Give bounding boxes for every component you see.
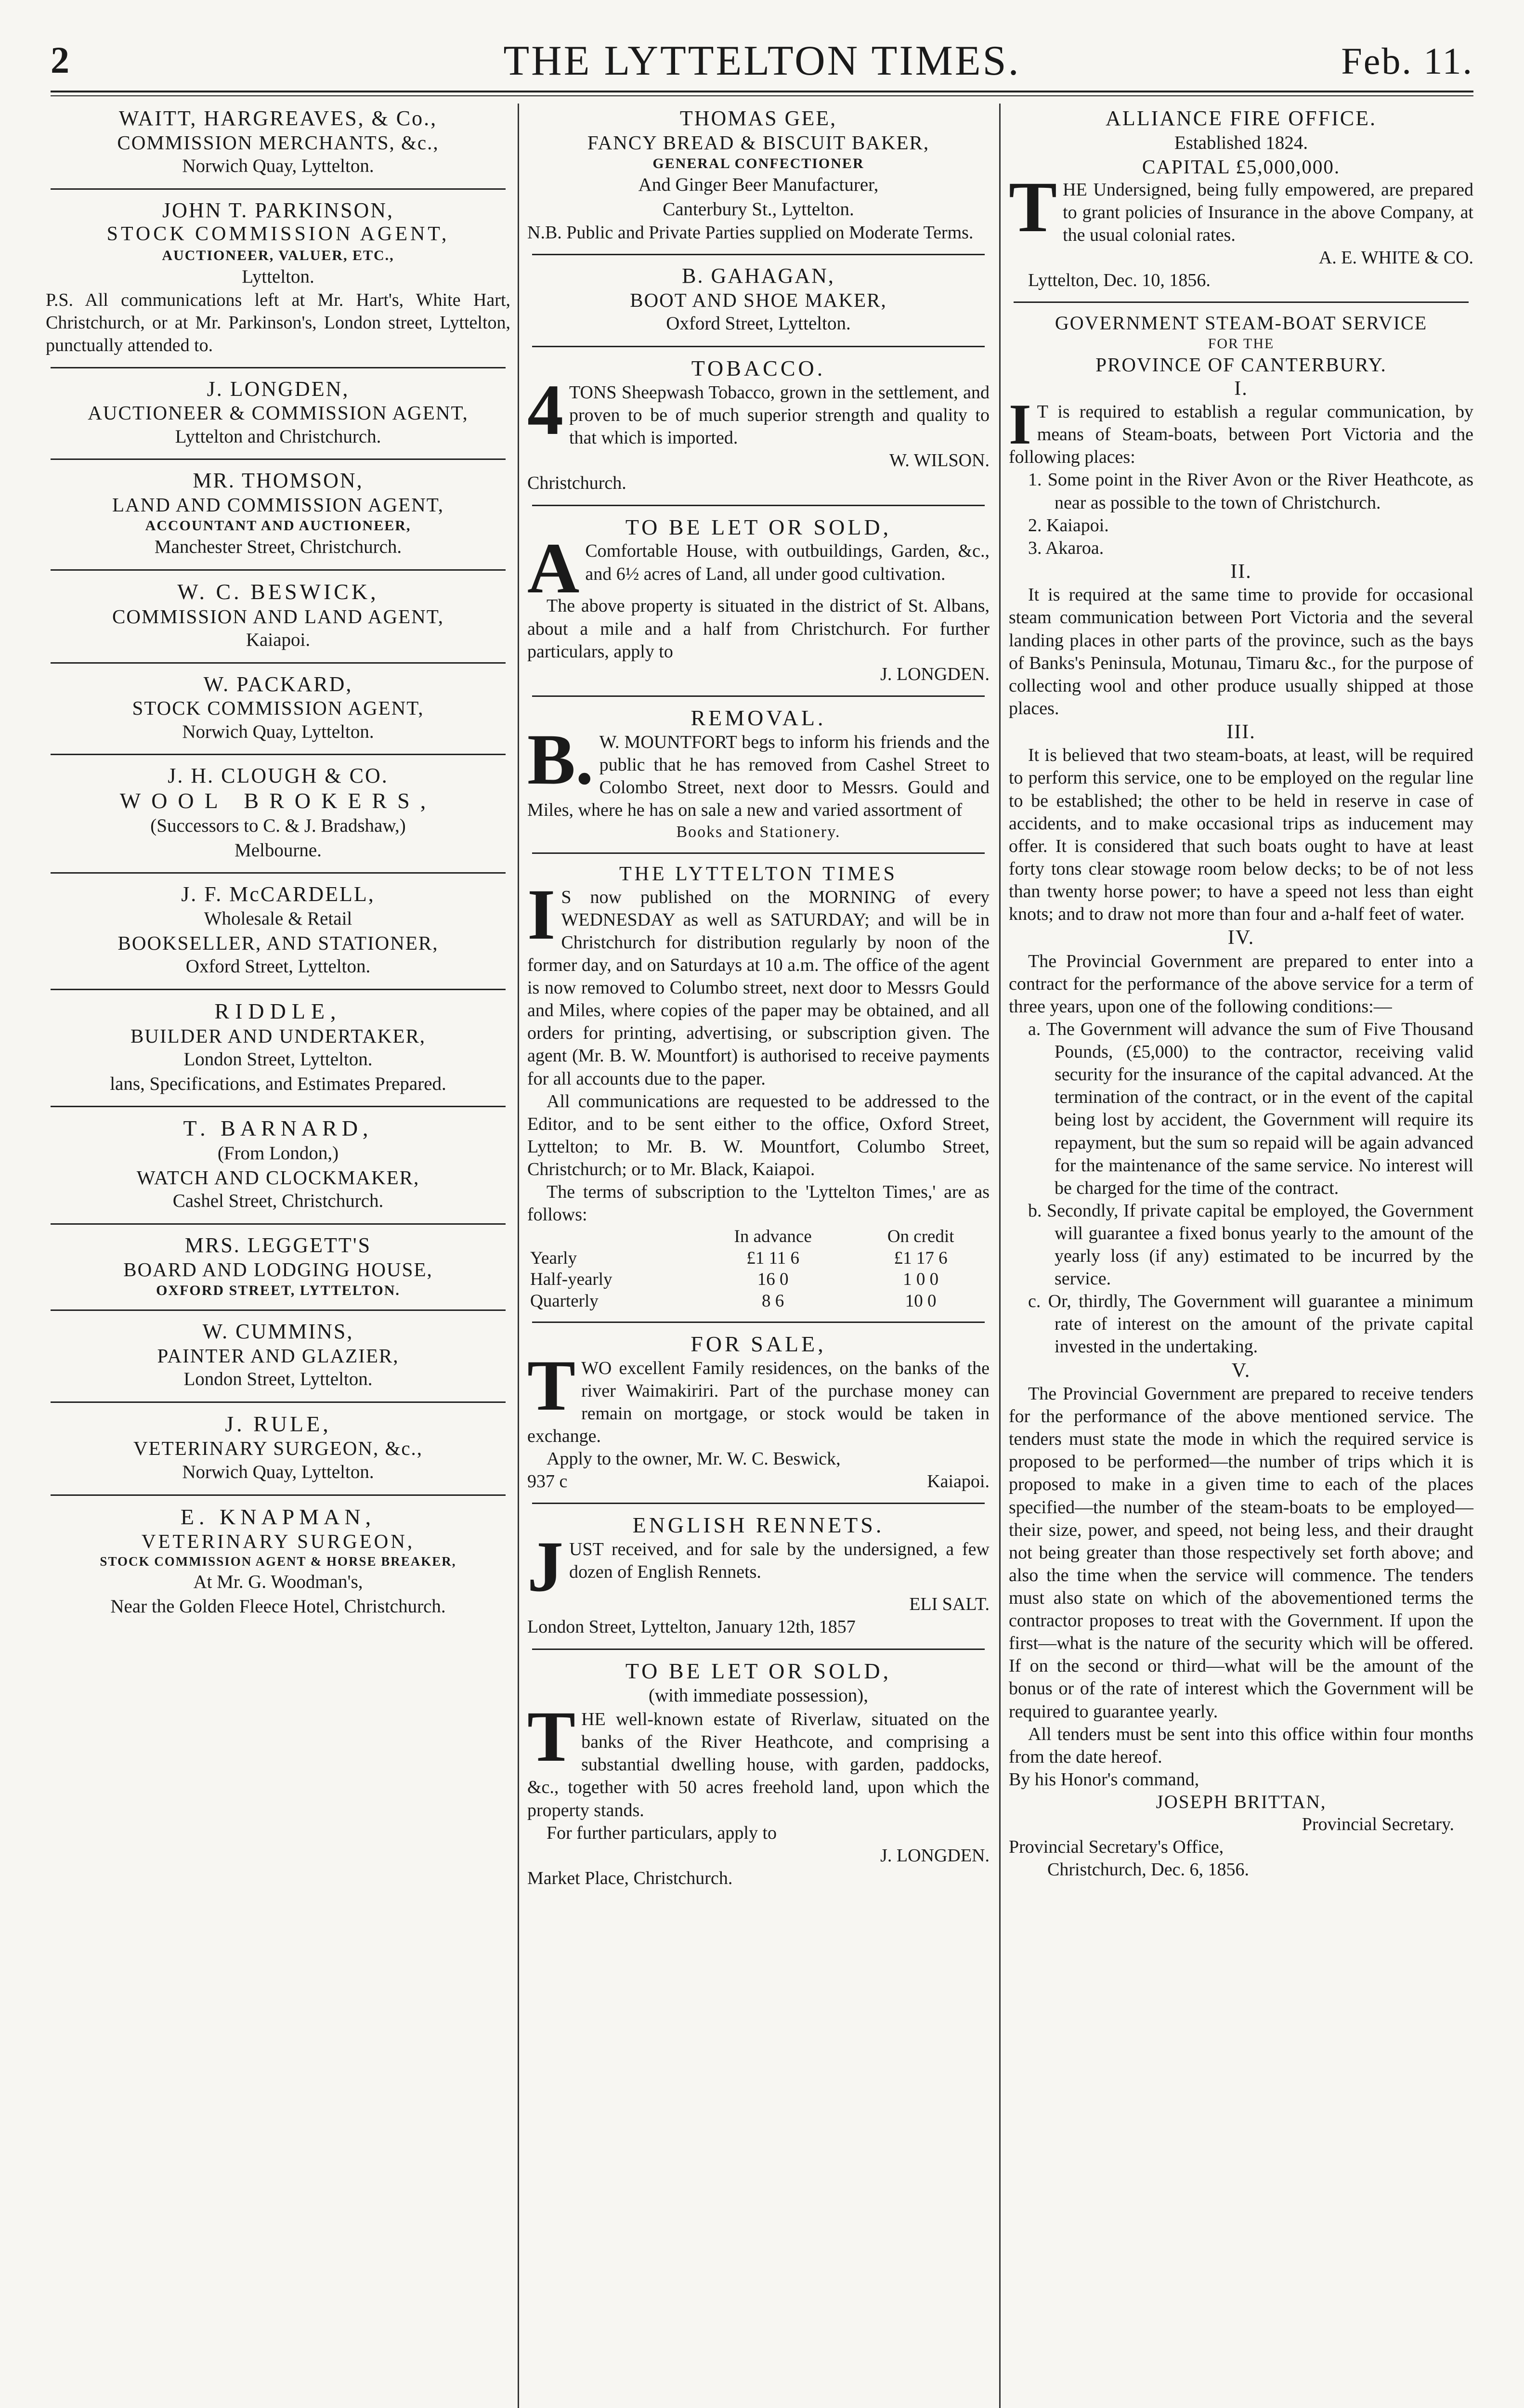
ad-line: And Ginger Beer Manufacturer, xyxy=(638,174,879,195)
ad-heading: ALLIANCE FIRE OFFICE. xyxy=(1106,106,1377,130)
ad-heading: RIDDLE, xyxy=(214,998,342,1023)
column-3 xyxy=(1009,104,1473,2408)
list-item: 1. Some point in the River Avon or the River Heathcote, as near as possible to the town of Christchurch. xyxy=(1028,470,1473,513)
ad-subheading: COMMISSION AND LAND AGENT, xyxy=(112,605,444,628)
section-number: II. xyxy=(1230,560,1252,583)
ad-command: By his Honor's command, xyxy=(1009,1769,1199,1790)
ad-heading: TO BE LET OR SOLD, xyxy=(625,514,892,539)
column-divider xyxy=(999,104,1001,2408)
ad-waitt-hargreaves xyxy=(46,104,510,183)
ad-rule xyxy=(51,1309,506,1311)
list-item: 3. Akaroa. xyxy=(1028,537,1104,558)
ad-heading: W. C. BESWICK, xyxy=(177,579,379,604)
ad-office: Provincial Secretary's Office, xyxy=(1009,1837,1224,1858)
ad-subheading: WOOL BROKERS, xyxy=(119,788,437,813)
conditions-list xyxy=(1009,1018,1473,1359)
ad-smallcaps: GENERAL CONFECTIONER xyxy=(652,155,864,171)
column-1 xyxy=(46,104,510,2408)
ad-heading: J. F. McCARDELL, xyxy=(181,882,375,906)
drop-cap: 4 xyxy=(527,370,563,450)
ad-body: TONS Sheepwash Tobacco, grown in the settlement, and proven to be of much superior strength and quality to that which is imported. xyxy=(569,382,990,448)
ad-parkinson xyxy=(46,196,510,361)
ad-rule xyxy=(51,872,506,874)
ad-body: S now published on the MORNING of every WEDNESDAY as well as SATURDAY; and will be in Christchurch for distribution regularly by noon of the former day, and on Saturdays at 10 a.m. The office of the agent is now removed to Columbo street, next door to Messrs Gould and Miles, where copies of the paper may be obtained, and all orders for printing, advertising, or subscription given. The agent (Mr. B. W. Mountfort) is authorised to receive payments for all accounts due to the paper. xyxy=(527,887,990,1089)
ad-longden xyxy=(46,374,510,453)
drop-cap: I xyxy=(1009,392,1031,457)
drop-cap: A xyxy=(527,528,580,609)
ad-place: Christchurch, Dec. 6, 1856. xyxy=(1047,1859,1249,1880)
ad-steamboat-service xyxy=(1009,309,1473,1885)
ad-signature: A. E. WHITE & CO. xyxy=(1318,247,1473,268)
ad-line: lans, Specifications, and Estimates Prepared. xyxy=(110,1073,446,1094)
ad-heading: THOMAS GEE, xyxy=(679,106,837,130)
ad-smallcaps: ACCOUNTANT AND AUCTIONEER, xyxy=(145,518,411,534)
ad-subheading: (From London,) xyxy=(217,1143,339,1164)
masthead xyxy=(51,35,1473,88)
ad-subheading: BUILDER AND UNDERTAKER, xyxy=(130,1024,426,1047)
ad-place: London Street, Lyttelton, January 12th, 1857 xyxy=(527,1617,856,1637)
ad-rule xyxy=(51,367,506,368)
ad-subheading: FANCY BREAD & BISCUIT BAKER, xyxy=(587,131,930,154)
section-number: I. xyxy=(1234,377,1248,400)
section-body: The Provincial Government are prepared to enter into a contract for the performance of the above service for a term of three years, upon one of the following conditions:— xyxy=(1009,951,1473,1017)
table-cell: Yearly xyxy=(530,1248,577,1268)
ad-thomson xyxy=(46,466,510,563)
ad-heading: W. PACKARD, xyxy=(203,672,353,696)
ad-body: HE Undersigned, being fully empowered, are prepared to grant policies of Insurance in the above Company, at the usual colonial rates. xyxy=(1063,179,1473,245)
ad-body: WO excellent Family residences, on the banks of the river Waimakiriri. Part of the purchase money can remain on mortgage, or stock would be taken in exchange. xyxy=(527,1358,990,1447)
ad-subheading-2: WATCH AND CLOCKMAKER, xyxy=(136,1166,420,1189)
ad-place: Market Place, Christchurch. xyxy=(527,1868,733,1888)
ad-heading: ENGLISH RENNETS. xyxy=(632,1513,885,1538)
ad-tobacco xyxy=(527,353,990,498)
ad-rule xyxy=(51,1223,506,1225)
ad-tail: Books and Stationery. xyxy=(676,823,841,841)
ad-english-rennets xyxy=(527,1510,990,1642)
ad-rule xyxy=(51,1494,506,1496)
ad-capital: CAPITAL £5,000,000. xyxy=(1142,156,1341,178)
ad-smallcaps: AUCTIONEER, VALUER, ETC., xyxy=(162,247,394,263)
ad-address: London Street, Lyttelton. xyxy=(183,1048,373,1070)
ad-place: Christchurch. xyxy=(527,473,626,494)
ad-rule xyxy=(51,1401,506,1403)
ad-body-2: All communications are requested to be addressed to the Editor, and to be sent either to the office, Oxford Street, Lyttelton; to Mr. B. W. Mountfort, Columbo Street, Christchurch; or to Mr. Black, Kaiapoi. xyxy=(527,1091,990,1179)
table-header: On credit xyxy=(887,1227,954,1247)
ad-heading: FOR SALE, xyxy=(690,1331,826,1356)
drop-cap: J xyxy=(527,1527,563,1607)
table-header xyxy=(527,1226,694,1247)
section-body: The Provincial Government are prepared to receive tenders for the performance of the above mentioned service. The tenders must state the mode in which the required service is proposed to be performed—the number of trips which it is proposed to make in a given time to each of the places specified—the number of the steam-boats to be employed—their size, power, and speed, not being less, and their draught not being greater than those respectively set forth above; and also the time when the service will commence. The tenders must also state on which of the abovementioned terms the contractor proposes to treat with the Government. If upon the first—what is the nature of the security which will be offered. If on the second or third—what will be the amount of the bonus or of the rate of interest which the Government will be required to guarantee yearly. xyxy=(1009,1383,1473,1722)
table-cell: 10 0 xyxy=(905,1291,937,1311)
ad-address: Norwich Quay, Lyttelton. xyxy=(182,1461,374,1482)
ad-rule xyxy=(51,754,506,755)
ad-heading: MRS. LEGGETT'S xyxy=(184,1233,372,1257)
ad-body: N.B. Public and Private Parties supplied on Moderate Terms. xyxy=(527,222,974,243)
ad-for-the: FOR THE xyxy=(1208,336,1275,352)
ad-address: Lyttelton and Christchurch. xyxy=(175,426,381,447)
ad-body: P.S. All communications left at Mr. Hart's, White Hart, Christchurch, or at Mr. Parkinson's, London street, Lyttelton, punctually attended to. xyxy=(46,290,510,356)
ad-rule xyxy=(51,989,506,990)
table-cell: 16 0 xyxy=(757,1269,789,1290)
ad-address: Manchester Street, Christchurch. xyxy=(154,537,402,558)
masthead-rule xyxy=(51,91,1473,96)
section-body: T is required to establish a regular communication, by means of Steam-boats, between Port Victoria and the following places: xyxy=(1009,402,1473,468)
table-header: In advance xyxy=(734,1227,812,1247)
ad-footer xyxy=(527,1470,990,1493)
ad-role: Provincial Secretary. xyxy=(1302,1814,1454,1834)
ad-mccardell xyxy=(46,879,510,982)
ad-rule xyxy=(532,852,985,854)
ad-heading: W. CUMMINS, xyxy=(202,1319,354,1343)
ad-heading: WAITT, HARGREAVES, & Co., xyxy=(118,106,438,130)
ad-line: (Successors to C. & J. Bradshaw,) xyxy=(150,815,406,836)
drop-cap: B. xyxy=(527,719,594,799)
list-item: 2. Kaiapoi. xyxy=(1028,515,1109,536)
ad-heading: J. LONGDEN, xyxy=(207,377,350,401)
ad-place: Lyttelton, Dec. 10, 1856. xyxy=(1028,270,1211,291)
ad-alliance-fire xyxy=(1009,104,1473,296)
ad-heading: TOBACCO. xyxy=(691,356,826,381)
ad-heading: J. RULE, xyxy=(225,1411,331,1436)
ad-subheading: LAND AND COMMISSION AGENT, xyxy=(112,493,444,516)
drop-cap: T xyxy=(1009,167,1057,247)
ad-signer: JOSEPH BRITTAN, xyxy=(1156,1791,1327,1812)
ad-address: Oxford Street, Lyttelton. xyxy=(185,956,371,977)
issue-date: Feb. 11. xyxy=(1341,40,1473,82)
ad-address: Canterbury St., Lyttelton. xyxy=(663,198,854,220)
ad-cummins xyxy=(46,1317,510,1396)
ad-subheading: COMMISSION MERCHANTS, &c., xyxy=(117,131,439,154)
column-2 xyxy=(527,104,990,2408)
list-item: c. Or, thirdly, The Government will guarantee a minimum rate of interest on the amount of the private capital invested in the undertaking. xyxy=(1028,1291,1473,1357)
section-number: V. xyxy=(1231,1359,1251,1382)
ad-heading: J. H. CLOUGH & CO. xyxy=(168,764,389,788)
section-number: III. xyxy=(1226,720,1256,743)
ad-established: Established 1824. xyxy=(1174,132,1308,153)
table-row xyxy=(527,1291,990,1312)
subscription-table xyxy=(527,1226,990,1312)
table-header-row xyxy=(527,1226,990,1247)
ad-heading: B. GAHAGAN, xyxy=(682,264,835,288)
ad-rule xyxy=(532,695,985,697)
table-cell: 8 6 xyxy=(762,1291,784,1311)
ad-signature: W. WILSON. xyxy=(889,450,990,471)
ad-body-2: For further particulars, apply to xyxy=(547,1822,777,1843)
ad-subheading: VETERINARY SURGEON, &c., xyxy=(133,1437,423,1460)
ad-rule xyxy=(532,1649,985,1650)
table-cell: Half-yearly xyxy=(530,1269,612,1290)
places-list xyxy=(1009,469,1473,559)
ad-rule xyxy=(51,662,506,664)
ad-rule xyxy=(51,188,506,190)
ad-address: Oxford Street, Lyttelton. xyxy=(666,313,851,334)
ad-subheading: (with immediate possession), xyxy=(648,1685,869,1706)
ad-to-be-let-2 xyxy=(527,1656,990,1894)
column-divider xyxy=(518,104,519,2408)
ad-address: Kaiapoi. xyxy=(246,629,311,651)
ad-smallcaps: STOCK COMMISSION AGENT & HORSE BREAKER, xyxy=(100,1554,456,1569)
list-item: b. Secondly, If private capital be employed, the Government will guarantee a fixed bonus yearly to the amount of the yearly loss (if any) estimated to be incurred by the service. xyxy=(1028,1200,1473,1289)
ad-subheading: STOCK COMMISSION AGENT, xyxy=(106,223,450,246)
ad-signature: J. LONGDEN. xyxy=(880,1845,990,1866)
ad-place: Kaiapoi. xyxy=(927,1471,990,1492)
newspaper-title: THE LYTTELTON TIMES. xyxy=(503,38,1021,84)
ad-subheading: Wholesale & Retail xyxy=(204,908,352,929)
ad-rule xyxy=(532,505,985,506)
ad-subheading: STOCK COMMISSION AGENT, xyxy=(132,697,424,720)
ad-heading: REMOVAL. xyxy=(690,705,826,730)
ad-leggett xyxy=(46,1230,510,1304)
table-cell: £1 17 6 xyxy=(894,1248,948,1268)
ad-heading: THE LYTTELTON TIMES xyxy=(619,863,898,886)
ad-rule-vet xyxy=(46,1409,510,1489)
ad-province: PROVINCE OF CANTERBURY. xyxy=(1095,353,1387,376)
ad-body-2: The above property is situated in the district of St. Albans, about a mile and a half from Christchurch. For further particulars, apply to xyxy=(527,596,990,662)
ad-knapman xyxy=(46,1502,510,1623)
ad-smallcaps: OXFORD STREET, LYTTELTON. xyxy=(156,1282,400,1298)
list-item: a. The Government will advance the sum of Five Thousand Pounds, (£5,000) to the contractor, receiving valid security for the insurance of the capital advanced. At the termination of the contract, or in the event of the capital being lost by accident, the Government will require its repayment, but the sum so repaid will be again advanced for the maintenance of the same service. No interest will be charged for the time of the contract. xyxy=(1028,1019,1473,1198)
table-cell: Quarterly xyxy=(530,1291,599,1311)
ad-subheading: PAINTER AND GLAZIER, xyxy=(157,1344,399,1367)
ad-address: London Street, Lyttelton. xyxy=(183,1368,373,1389)
ad-for-sale xyxy=(527,1329,990,1497)
ad-riddle xyxy=(46,996,510,1100)
ad-heading: T. BARNARD, xyxy=(183,1116,373,1141)
ad-body: W. MOUNTFORT begs to inform his friends and the public that he has removed from Cashel Street to Colombo Street, next door to Messrs. Gould and Miles, where he has on sale a new and varied assortment of xyxy=(527,732,990,821)
ad-address: Lyttelton. xyxy=(242,266,314,287)
ad-heading: E. KNAPMAN, xyxy=(180,1504,376,1529)
ad-beswick xyxy=(46,576,510,656)
ad-address: Near the Golden Fleece Hotel, Christchurch. xyxy=(110,1596,446,1617)
section-body: It is believed that two steam-boats, at least, will be required to perform this service, one to be employed on the regular line to be established; the other to be held in reserve in case of accidents, and to make occasional trips as inducement may offer. It is considered that such boats ought to have at least forty tons clear stowage room below decks; to be of not less than twenty horse power; to have a speed not less than eight knots; and to draw not more than four and a-half feet of water. xyxy=(1009,745,1473,925)
ad-heading: JOHN T. PARKINSON, xyxy=(162,198,394,222)
ad-heading: MR. THOMSON, xyxy=(193,469,364,493)
ad-barnard xyxy=(46,1113,510,1217)
ad-clough xyxy=(46,761,510,866)
drop-cap: T xyxy=(527,1697,576,1777)
ad-address: Norwich Quay, Lyttelton. xyxy=(182,721,374,742)
ad-ref: 937 c xyxy=(527,1471,568,1492)
ad-packard xyxy=(46,669,510,748)
section-body: All tenders must be sent into this office within four months from the date hereof. xyxy=(1009,1724,1473,1767)
ad-rule xyxy=(532,346,985,347)
ad-subheading: VETERINARY SURGEON, xyxy=(141,1530,415,1553)
ad-address: Melbourne. xyxy=(234,839,322,861)
ad-body: UST received, and for sale by the undersigned, a few dozen of English Rennets. xyxy=(569,1539,990,1583)
ad-thomas-gee xyxy=(527,104,990,248)
ad-body: Comfortable House, with outbuildings, Garden, &c., and 6½ acres of Land, all under good cultivation. xyxy=(585,541,990,584)
ad-to-be-let-1 xyxy=(527,512,990,690)
ad-body: HE well-known estate of Riverlaw, situated on the banks of the River Heathcote, and comprising a substantial dwelling house, with garden, paddocks, &c., together with 50 acres freehold land, upon which the property stands. xyxy=(527,1709,990,1820)
ad-subheading-2: BOOKSELLER, AND STATIONER, xyxy=(117,931,439,954)
ad-rule xyxy=(532,1322,985,1323)
section-number: IV. xyxy=(1227,927,1255,949)
table-row xyxy=(527,1248,990,1269)
ad-address: Norwich Quay, Lyttelton. xyxy=(182,155,374,176)
ad-address: Cashel Street, Christchurch. xyxy=(172,1191,384,1212)
page-number: 2 xyxy=(51,39,69,81)
ad-heading: GOVERNMENT STEAM-BOAT SERVICE xyxy=(1055,312,1428,334)
ad-rule xyxy=(51,569,506,571)
ad-line: At Mr. G. Woodman's, xyxy=(193,1571,363,1592)
table-row xyxy=(527,1269,990,1290)
ad-signature: ELI SALT. xyxy=(909,1594,990,1615)
ad-subheading: BOARD AND LODGING HOUSE, xyxy=(123,1258,433,1281)
ad-removal xyxy=(527,703,990,847)
ad-rule xyxy=(51,458,506,460)
ad-rule xyxy=(51,1106,506,1107)
table-cell: 1 0 0 xyxy=(903,1269,939,1290)
ad-lyttelton-times xyxy=(527,860,990,1316)
drop-cap: I xyxy=(527,874,556,955)
section-body: It is required at the same time to provide for occasional steam communication between Port Victoria and the several landing places in other parts of the province, such as the bays of Banks's Peninsula, Motunau, Timaru &c., for the purpose of collecting wool and other produce usually shipped at those places. xyxy=(1009,585,1473,719)
ad-rule xyxy=(1014,301,1469,303)
drop-cap: T xyxy=(527,1345,576,1426)
ad-subheading: AUCTIONEER & COMMISSION AGENT, xyxy=(88,402,469,424)
table-cell: £1 11 6 xyxy=(746,1248,799,1268)
ad-rule xyxy=(532,254,985,255)
ad-body-3: The terms of subscription to the 'Lyttelton Times,' are as follows: xyxy=(527,1182,990,1225)
ad-rule xyxy=(532,1503,985,1504)
ad-subheading: BOOT AND SHOE MAKER, xyxy=(630,289,887,312)
ad-body-2: Apply to the owner, Mr. W. C. Beswick, xyxy=(547,1449,841,1469)
ad-gahagan xyxy=(527,261,990,340)
ad-signature: J. LONGDEN. xyxy=(880,664,990,684)
ad-heading: TO BE LET OR SOLD, xyxy=(625,1658,892,1683)
